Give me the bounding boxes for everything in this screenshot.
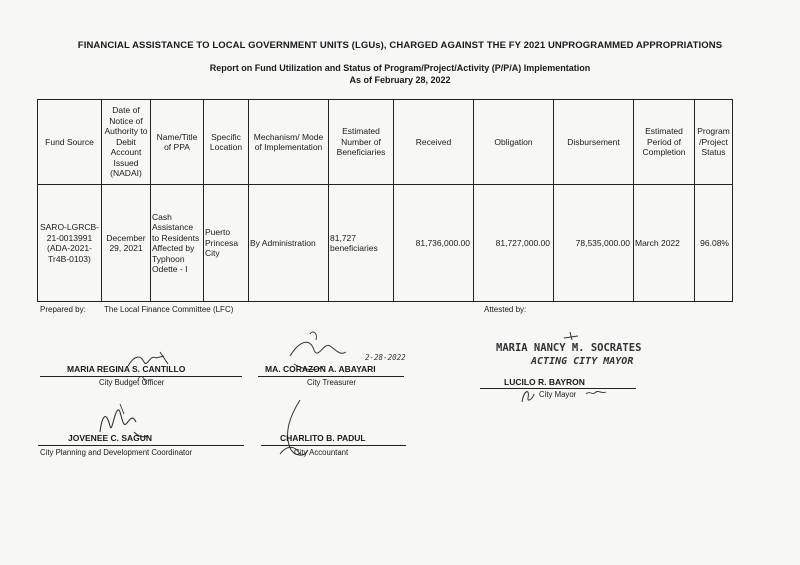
cell-date-notice: December 29, 2021	[102, 185, 151, 302]
acting-mayor-stamp-title: ACTING CITY MAYOR	[531, 356, 634, 367]
cell-disbursement: 78,535,000.00	[554, 185, 634, 302]
budget-officer-signature-line	[40, 376, 242, 377]
header-location: Specific Location	[204, 100, 249, 185]
cell-mechanism: By Administration	[249, 185, 329, 302]
cell-obligation: 81,727,000.00	[474, 185, 554, 302]
cell-fund-source: SARO-LGRCB-21-0013991 (ADA-2021-Tr4B-0103)	[38, 185, 102, 302]
mayor-name: LUCILO R. BAYRON	[504, 377, 585, 387]
header-received: Received	[394, 100, 474, 185]
treasurer-title: City Treasurer	[307, 378, 356, 387]
header-status: Program /Project Status	[695, 100, 733, 185]
document-title: FINANCIAL ASSISTANCE TO LOCAL GOVERNMENT UNITS (LGUs), CHARGED AGAINST THE FY 2021 UNPROGRAMMED APPROPRIATIONS	[77, 40, 723, 51]
mayor-signature-line	[480, 388, 636, 389]
fund-utilization-table	[37, 99, 733, 302]
cell-location: Puerto Princesa City	[204, 185, 249, 302]
mayor-title: City Mayor	[539, 390, 577, 399]
header-disbursement: Disbursement	[554, 100, 634, 185]
cell-beneficiaries: 81,727 beneficiaries	[329, 185, 394, 302]
budget-officer-name: MARIA REGINA S. CANTILLO	[67, 364, 186, 374]
treasurer-name: MA. CORAZON A. ABAYARI	[265, 364, 376, 374]
acting-mayor-initial	[560, 330, 600, 344]
header-name-ppa: Name/Title of PPA	[151, 100, 204, 185]
report-subtitle: Report on Fund Utilization and Status of Program/Project/Activity (P/P/A) Implementation	[209, 63, 591, 73]
table-header-row	[38, 100, 733, 185]
cell-completion: March 2022	[634, 185, 695, 302]
prepared-by-value: The Local Finance Committee (LFC)	[104, 305, 234, 314]
mayor-signature	[518, 386, 538, 406]
planning-coordinator-name: JOVENEE C. SAGUN	[68, 433, 153, 443]
planning-coordinator-title: City Planning and Development Coordinator	[40, 448, 193, 457]
report-date: As of February 28, 2022	[349, 75, 451, 85]
treasurer-signature-line	[258, 376, 404, 377]
table-row	[38, 185, 733, 302]
header-mechanism: Mechanism/ Mode of Implementation	[249, 100, 329, 185]
header-completion: Estimated Period of Completion	[634, 100, 695, 185]
mayor-initial-mark	[584, 388, 608, 398]
prepared-by-label: Prepared by:	[40, 305, 86, 314]
header-date-notice: Date of Notice of Authority to Debit Account Issued (NADAI)	[102, 100, 151, 185]
acting-mayor-stamp-name: MARIA NANCY M. SOCRATES	[496, 342, 642, 354]
cell-status: 96.08%	[695, 185, 733, 302]
header-obligation: Obligation	[474, 100, 554, 185]
treasurer-handwritten-date: 2-28-2022	[365, 353, 406, 362]
accountant-signature-line	[261, 445, 406, 446]
accountant-name: CHARLITO B. PADUL	[280, 433, 366, 443]
header-fund-source: Fund Source	[38, 100, 102, 185]
accountant-title: City Accountant	[294, 448, 349, 457]
budget-officer-title: City Budget Officer	[99, 378, 165, 387]
attested-by-label: Attested by:	[484, 305, 527, 314]
cell-received: 81,736,000.00	[394, 185, 474, 302]
header-beneficiaries: Estimated Number of Beneficiaries	[329, 100, 394, 185]
cell-name-ppa: Cash Assistance to Residents Affected by Typhoon Odette - I	[151, 185, 204, 302]
planning-coordinator-signature-line	[38, 445, 244, 446]
